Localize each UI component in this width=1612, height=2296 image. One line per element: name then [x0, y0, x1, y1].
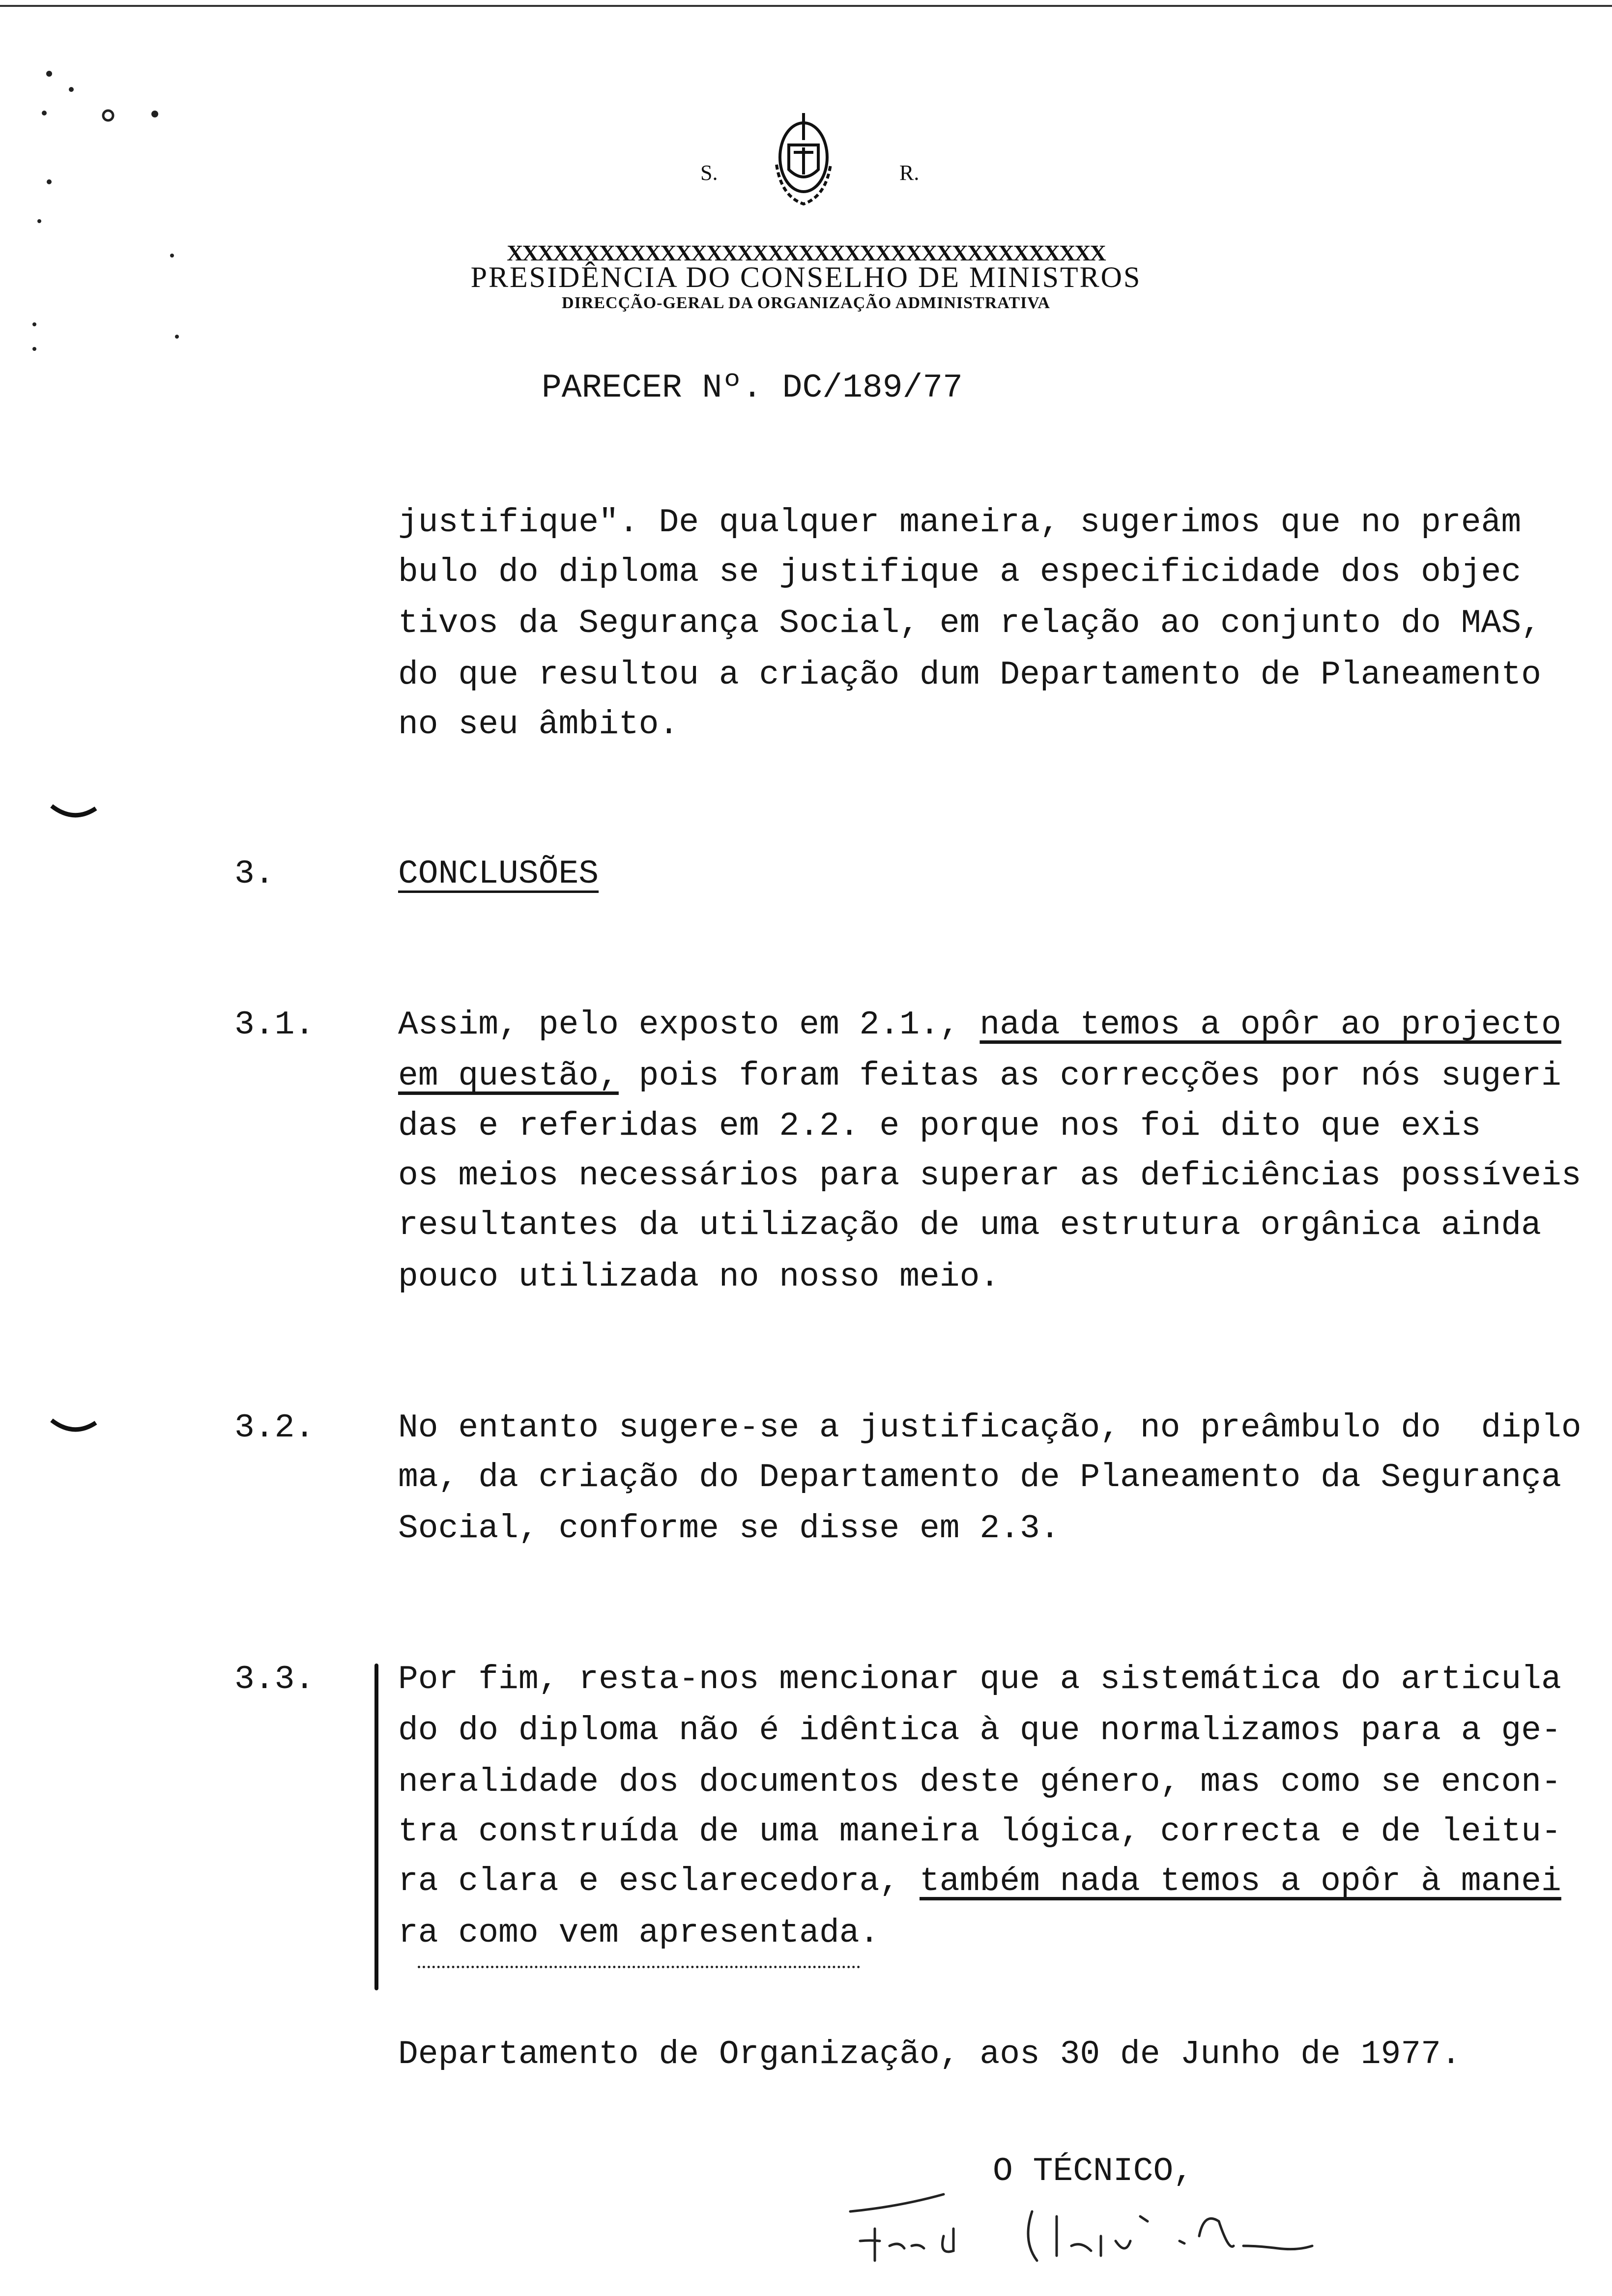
text-segment: ra clara e esclarecedora, [398, 1863, 920, 1900]
paragraph-line [398, 1055, 1561, 1098]
paragraph-line: das e referidas em 2.2. e porque nos foi dito que exis [398, 1107, 1481, 1145]
paragraph-line: Social, conforme se disse em 2.3. [398, 1510, 1060, 1548]
paragraph-line: bulo do diploma se justifique a especificidade dos objec [398, 553, 1522, 591]
handwritten-signature [826, 2182, 1465, 2270]
item-number-3-1: 3.1. [234, 1006, 315, 1044]
paragraph-line: neralidade dos documentos deste género, mas como se encon- [398, 1763, 1561, 1801]
section-title: CONCLUSÕES [398, 855, 599, 893]
paragraph-line: ma, da criação do Departamento de Planeamento da Segurança [398, 1459, 1561, 1496]
item-number-3-2: 3.2. [234, 1409, 315, 1447]
margin-bracket-line [374, 1664, 378, 1990]
signatory-title: O TÉCNICO, [993, 2152, 1194, 2190]
struck-out-header-line: XXXXXXXXXXXXXXXXXXXXXXXXXXXXXXXXXXXXXXX [507, 240, 1105, 265]
page-top-border [0, 5, 1612, 7]
dotted-underline [418, 1966, 860, 1968]
paragraph-line: justifique". De qualquer maneira, sugerimos que no preâm [398, 504, 1522, 542]
text-segment: Assim, pelo exposto em 2.1., [398, 1006, 980, 1044]
paragraph-line: Por fim, resta-nos mencionar que a sistemática do articula [398, 1661, 1561, 1698]
paragraph-line: tivos da Segurança Social, em relação ao conjunto do MAS, [398, 604, 1541, 642]
item-number-3-3: 3.3. [234, 1661, 315, 1698]
document-title: PARECER Nº. DC/189/77 [542, 369, 963, 407]
letterhead-initial-r: R. [899, 161, 920, 185]
paragraph-line: ra como vem apresentada. [398, 1914, 880, 1952]
paragraph-line: do do diploma não é idêntica à que normalizamos para a ge- [398, 1712, 1561, 1750]
paragraph-line: os meios necessários para superar as deficiências possíveis [398, 1157, 1582, 1195]
paragraph-line: no seu âmbito. [398, 706, 679, 744]
scan-specks [29, 59, 226, 373]
text-segment: pois foram feitas as correcções por nós sugeri [618, 1057, 1561, 1095]
paragraph-line: tra construída de uma maneira lógica, correcta e de leitu- [398, 1813, 1561, 1851]
paragraph-line [398, 1860, 1561, 1903]
letterhead-initial-s: S. [700, 161, 718, 185]
paragraph-line: pouco utilizada no nosso meio. [398, 1258, 1000, 1296]
handwritten-underline-segment: também nada temos a opôr à manei [919, 1863, 1561, 1900]
paragraph-line: No entanto sugere-se a justificação, no preâmbulo do diplo [398, 1409, 1582, 1447]
handwritten-underline-segment: nada temos a opôr ao projecto [979, 1006, 1561, 1044]
closing-place-date: Departamento de Organização, aos 30 de Junho de 1977. [398, 2036, 1461, 2073]
section-number: 3. [234, 855, 275, 893]
hole-punch-mark-upper [49, 801, 103, 831]
paragraph-line: do que resultou a criação dum Departamento de Planeamento [398, 656, 1541, 694]
paragraph-line [398, 1004, 1561, 1047]
department-name: DIRECÇÃO-GERAL DA ORGANIZAÇÃO ADMINISTRATIVA [562, 294, 1050, 312]
handwritten-underline-segment: em questão, [398, 1057, 619, 1095]
institution-name: PRESIDÊNCIA DO CONSELHO DE MINISTROS [470, 261, 1142, 293]
coat-of-arms-emblem [764, 111, 843, 211]
hole-punch-mark-lower [49, 1415, 103, 1445]
paragraph-line: resultantes da utilização de uma estrutura orgânica ainda [398, 1206, 1541, 1244]
